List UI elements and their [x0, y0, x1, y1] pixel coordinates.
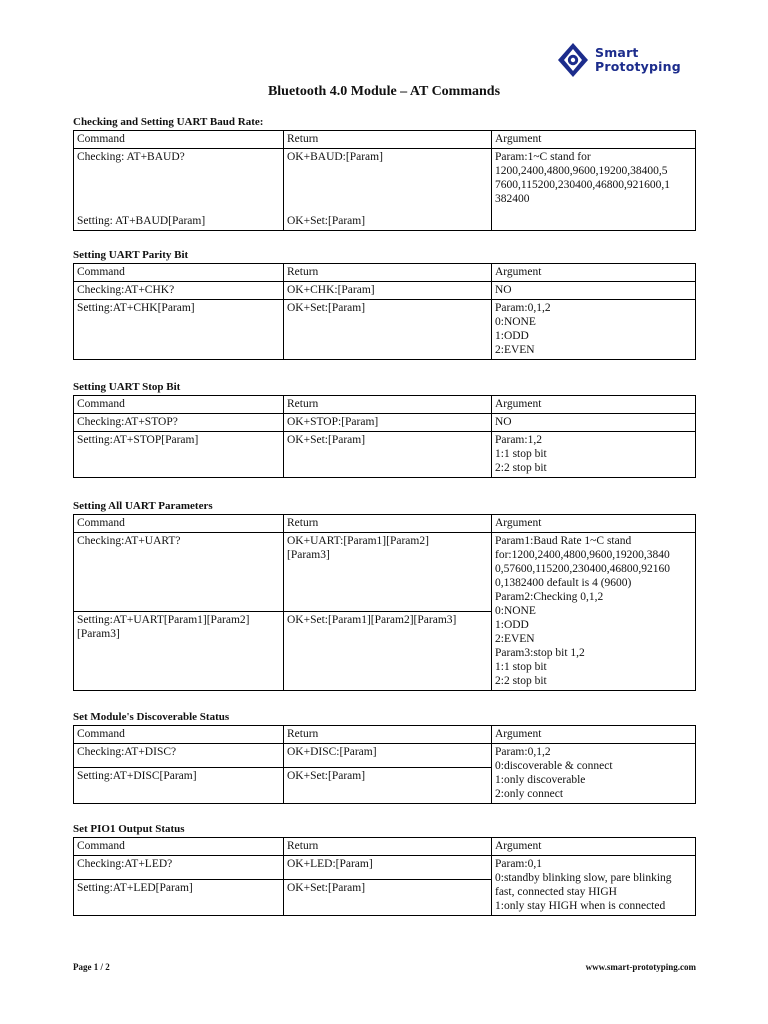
table-header-row: [74, 396, 696, 414]
header-command: Command: [74, 515, 284, 533]
command-text: Checking:AT+UART?: [77, 535, 181, 547]
return-text: OK+UART:[Param1][Param2] [Param3]: [287, 535, 429, 561]
company-logo: [556, 42, 681, 78]
argument-cell: NO: [492, 282, 696, 300]
command-cell: Setting:AT+CHK[Param]: [74, 300, 284, 360]
website-url: www.smart-prototyping.com: [585, 962, 696, 972]
at-command-table: [73, 725, 696, 804]
argument-cell: [492, 533, 696, 691]
argument-text: Param:1,2 1:1 stop bit 2:2 stop bit: [495, 434, 547, 474]
table-row: [74, 282, 696, 300]
return-text: OK+Set:[Param1][Param2][Param3]: [287, 614, 457, 626]
header-command: Command: [74, 726, 284, 744]
at-command-table: [73, 130, 696, 231]
header-return: Return: [284, 838, 492, 856]
return-cell: OK+Set:[Param]: [284, 880, 492, 916]
return-cell: OK+Set:[Param]: [284, 300, 492, 360]
command-cell: Setting:AT+STOP[Param]: [74, 432, 284, 478]
command-cell: Setting:AT+DISC[Param]: [74, 768, 284, 804]
header-command: Command: [74, 396, 284, 414]
header-command: Command: [74, 264, 284, 282]
table-header-row: [74, 515, 696, 533]
at-command-table: [73, 395, 696, 478]
header-return: Return: [284, 515, 492, 533]
header-argument: Argument: [492, 726, 696, 744]
section-title: Setting UART Parity Bit: [73, 249, 189, 261]
section-parity-bit: [73, 249, 696, 360]
return-cell: OK+CHK:[Param]: [284, 282, 492, 300]
return-cell: OK+Set:[Param]: [284, 768, 492, 804]
command-setting: Setting: AT+BAUD[Param]: [77, 215, 206, 227]
command-cell: Setting:AT+LED[Param]: [74, 880, 284, 916]
header-argument: Argument: [492, 396, 696, 414]
table-row: [74, 149, 696, 231]
command-cell: Checking:AT+STOP?: [74, 414, 284, 432]
page-number: Page 1 / 2: [73, 962, 110, 972]
section-stop-bit: [73, 381, 696, 478]
return-cell: OK+LED:[Param]: [284, 856, 492, 880]
header-argument: Argument: [492, 131, 696, 149]
logo-line-2: Prototyping: [595, 59, 681, 74]
section-discoverable-status: [73, 711, 696, 804]
section-baud-rate: [73, 116, 696, 231]
argument-text: Param:0,1,2 0:NONE 1:ODD 2:EVEN: [495, 302, 551, 356]
logo-wordmark: [595, 46, 681, 74]
header-argument: Argument: [492, 838, 696, 856]
command-checking: Checking: AT+BAUD?: [77, 151, 185, 163]
header-return: Return: [284, 396, 492, 414]
table-header-row: [74, 264, 696, 282]
section-title: Setting UART Stop Bit: [73, 381, 181, 393]
command-cell: [74, 533, 284, 612]
argument-cell: [492, 744, 696, 804]
command-cell: Checking:AT+CHK?: [74, 282, 284, 300]
header-return: Return: [284, 131, 492, 149]
return-cell: [284, 149, 492, 231]
header-return: Return: [284, 726, 492, 744]
at-command-table: [73, 514, 696, 691]
argument-text: Param1:Baud Rate 1~C stand for:1200,2400,4800,9600,19200,3840 0,57600,115200,230400,46800,92160 0,1382400 default is 4 (9600) Param2:Checking 0,1,2 0:NONE 1:ODD 2:EVEN Param3:stop bit 1,2 1:1 stop bit 2:2 stop bit: [495, 535, 670, 687]
table-header-row: [74, 726, 696, 744]
return-cell: OK+DISC:[Param]: [284, 744, 492, 768]
table-header-row: [74, 838, 696, 856]
table-row: [74, 432, 696, 478]
section-pio1-output: [73, 823, 696, 916]
document-title: Bluetooth 4.0 Module – AT Commands: [267, 84, 501, 99]
return-checking: OK+BAUD:[Param]: [287, 151, 383, 163]
header-command: Command: [74, 131, 284, 149]
argument-cell: [492, 149, 696, 231]
table-row: [74, 300, 696, 360]
argument-text: Param:0,1 0:standby blinking slow, pare blinking fast, connected stay HIGH 1:only stay HIGH when is connected: [495, 858, 672, 912]
return-setting: OK+Set:[Param]: [287, 215, 366, 227]
section-title: Setting All UART Parameters: [73, 500, 213, 512]
argument-cell: [492, 856, 696, 916]
smart-prototyping-logo-icon: [556, 42, 590, 78]
argument-cell: NO: [492, 414, 696, 432]
return-cell: OK+STOP:[Param]: [284, 414, 492, 432]
argument-text: Param:1~C stand for 1200,2400,4800,9600,19200,38400,5 7600,115200,230400,46800,921600,1 382400: [495, 151, 670, 205]
table-row: [74, 414, 696, 432]
logo-line-1: Smart: [595, 45, 639, 60]
command-cell: Checking:AT+DISC?: [74, 744, 284, 768]
header-command: Command: [74, 838, 284, 856]
return-cell: [284, 612, 492, 691]
section-title: Set Module's Discoverable Status: [73, 711, 230, 723]
header-argument: Argument: [492, 264, 696, 282]
header-return: Return: [284, 264, 492, 282]
argument-text: Param:0,1,2 0:discoverable & connect 1:only discoverable 2:only connect: [495, 746, 613, 800]
command-cell: [74, 612, 284, 691]
at-command-table: [73, 837, 696, 916]
argument-cell: [492, 432, 696, 478]
header-argument: Argument: [492, 515, 696, 533]
table-header-row: [74, 131, 696, 149]
section-title: Set PIO1 Output Status: [73, 823, 185, 835]
table-row: [74, 744, 696, 768]
return-cell: [284, 533, 492, 612]
return-cell: OK+Set:[Param]: [284, 432, 492, 478]
command-text: Setting:AT+UART[Param1][Param2] [Param3]: [77, 614, 250, 640]
argument-cell: [492, 300, 696, 360]
section-title: Checking and Setting UART Baud Rate:: [73, 116, 264, 128]
command-cell: [74, 149, 284, 231]
at-command-table: [73, 263, 696, 360]
table-row: [74, 533, 696, 612]
command-cell: Checking:AT+LED?: [74, 856, 284, 880]
table-row: [74, 856, 696, 880]
section-all-uart-parameters: [73, 500, 696, 691]
